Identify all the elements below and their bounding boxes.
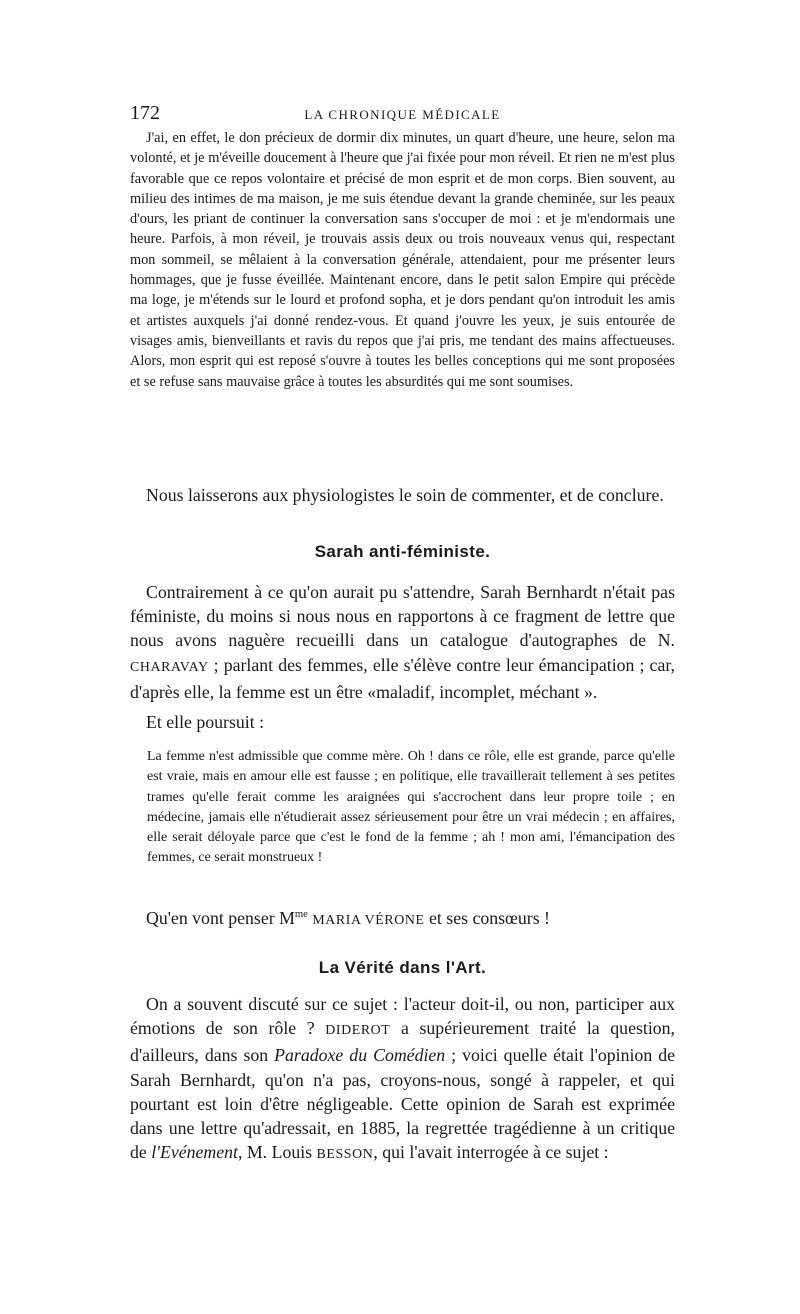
anti-feminist-paragraph (130, 580, 675, 704)
anti-feminist-text-1: Contrairement à ce qu'on aurait pu s'attendre, Sarah Bernhardt n'était pas féministe, du moins si nous nous en rapportons à ce fragment de lettre que nous avons naguère recueilli dans un catalogue d'autographes de N. (130, 582, 675, 651)
name-diderot: DIDEROT (325, 1023, 391, 1039)
section-heading-verite: La Vérité dans l'Art. (318, 958, 487, 977)
verite-text-4: , M. Louis (237, 1142, 317, 1163)
section-heading-anti-feminist: Sarah anti-féministe. (314, 542, 491, 561)
question-superscript: me (294, 908, 308, 920)
intro-paragraph: J'ai, en effet, le don précieux de dormir dix minutes, un quart d'heure, une heure, selon ma volonté, et je m'éveille doucement à l'heure que j'ai fixée pour mon réveil. Et rien ne m'est plus favorable que ce repos volontaire et précisé de mon esprit et de mon corps. Bien souvent, au milieu des intimes de ma maison, je me suis étendue devant la grande cheminée, sur les peaux d'ours, les priant de continuer la conversation sans s'occuper de moi : et je m'endormais une heure. Parfois, à mon réveil, je trouvais assis deux ou trois nouveaux venus qui, respectant mon sommeil, se mêlaient à la conversation générale, attendaient, pour me présenter leurs hommages, que je fusse éveillée. Maintenant encore, dans le petit salon Empire qui précède ma loge, je m'étends sur le lourd et profond sopha, et je dors pendant qu'on introduit les amis et artistes auxquels j'ai donné rendez-vous. Et quand j'ouvre les yeux, je suis entourée de visages amis, bienveillants et ravis du repos que j'ai pris, me tendant des mains affectueuses. Alors, mon esprit qui est reposé s'ouvre à toutes les belles conceptions qui me sont proposées et se refuse sans mauvaise grâce à toutes les absurdités qui me sont soumises. (130, 130, 675, 390)
question-end: et ses consœurs ! (424, 907, 550, 928)
verite-text-2: a supérieurement traité la question, d'ailleurs, dans son (130, 1018, 675, 1066)
question-line (130, 902, 675, 933)
verite-text-3: ; voici quelle était l'opinion de Sarah Bernhardt, qu'on n'a pas, croyons-nous, songé à rappeler, et qui pourtant est loin d'être négligeable. Cette opinion de Sarah est exprimée dans une lettre qu'adressait, en 1885, la regrettée tragédienne à un critique de (130, 1045, 675, 1163)
verite-text-1: On a souvent discuté sur ce sujet : l'acteur doit-il, ou non, participer aux émotions de son rôle ? (130, 994, 675, 1039)
continues-line: Et elle poursuit : (146, 712, 265, 732)
verite-text-5: , qui l'avait interrogée à ce sujet : (373, 1142, 609, 1163)
name-maria-verone: MARIA VÉRONE (312, 912, 425, 928)
verite-paragraph (130, 992, 675, 1167)
name-besson: BESSON (316, 1147, 374, 1163)
page-header (130, 102, 675, 126)
anti-feminist-text-2: ; parlant des femmes, elle s'élève contre leur émancipation ; car, d'après elle, la femme est un être «maladif, incomplet, méchant ». (130, 654, 675, 702)
running-title: LA CHRONIQUE MÉDICALE (304, 107, 501, 122)
block-quote: La femme n'est admissible que comme mère. Oh ! dans ce rôle, elle est grande, parce qu'elle est vraie, mais en amour elle est fausse ; en politique, elle travaillerait tellement à ses petites trames qu'elle ferait comme les araignées qui s'accrochent dans leur propre toile ; en médecine, jamais elle n'étudierait assez sérieusement pour être un vrai médecin ; en affaires, elle serait déloyale parce que c'est le fond de la femme ; ah ! mon ami, l'émancipation des femmes, ce serait monstrueux ! (147, 749, 675, 866)
page-number: 172 (130, 102, 160, 124)
physiologists-paragraph: Nous laisserons aux physiologistes le soin de commenter, et de conclure. (146, 485, 664, 505)
question-start: Qu'en vont penser M (146, 907, 295, 928)
title-paradoxe: Paradoxe du Comédien (274, 1045, 446, 1066)
title-evenement: l'Evénement (151, 1142, 238, 1163)
name-charavay: CHARAVAY (130, 659, 209, 675)
